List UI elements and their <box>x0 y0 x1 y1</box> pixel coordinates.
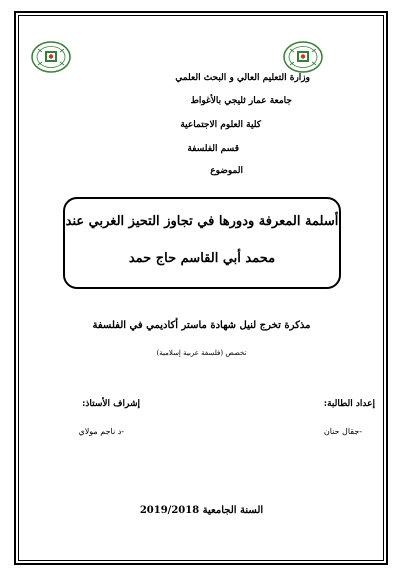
department-name: قسم الفلسفة <box>187 144 239 154</box>
thesis-specialty: تخصص (فلسفة عربية إسلامية) <box>156 349 247 357</box>
student-label: إعداد الطالبة: <box>323 399 375 409</box>
supervisor-label: إشراف الأستاذ: <box>82 399 140 409</box>
university-logo-right <box>282 40 324 74</box>
university-logo-left <box>30 40 72 74</box>
faculty-name: كلية العلوم الاجتماعية <box>180 120 261 130</box>
subject-label: الموضوع <box>210 166 243 176</box>
thesis-description: مذكرة تخرج لنيل شهادة ماستر أكاديمي في الفلسفة <box>92 320 311 331</box>
thesis-title-line-2: محمد أبي القاسم حاج حمد <box>128 251 276 266</box>
ministry-name: وزارة التعليم العالي و البحث العلمي <box>175 73 310 83</box>
academic-year: السنة الجامعية 2019/2018 <box>139 505 264 516</box>
student-name: -جقال حنان <box>323 427 362 436</box>
supervisor-name: -د ناجم مولاي <box>78 427 124 436</box>
university-name: جامعة عمار ثليجي بالأغواط <box>190 96 292 106</box>
thesis-title-line-1: أسلمة المعرفة ودورها في تجاوز التحيز الغربي عند <box>65 214 339 229</box>
thesis-title-box <box>63 197 341 289</box>
